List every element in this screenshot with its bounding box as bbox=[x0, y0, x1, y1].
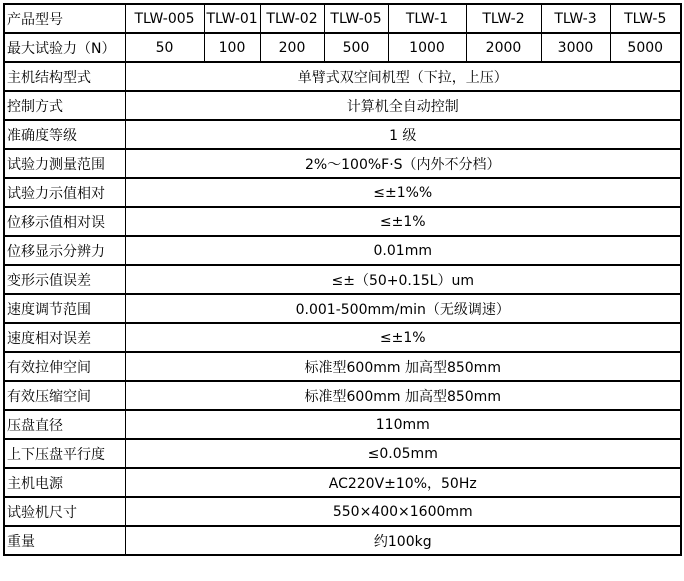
model-cell: TLW-2 bbox=[466, 4, 541, 33]
force-cell: 50 bbox=[125, 33, 204, 62]
model-cell: TLW-5 bbox=[610, 4, 681, 33]
table-row-product-model bbox=[4, 4, 681, 33]
spec-value: 约100kg bbox=[125, 526, 681, 555]
spec-value: 计算机全自动控制 bbox=[125, 91, 681, 120]
spec-value: ≤±（50+0.15L）um bbox=[125, 265, 681, 294]
table-row-deformation-error bbox=[4, 265, 681, 294]
table-row-platen-parallelism bbox=[4, 439, 681, 468]
model-cell: TLW-1 bbox=[388, 4, 466, 33]
force-cell: 3000 bbox=[541, 33, 610, 62]
table-row-max-force bbox=[4, 33, 681, 62]
row-label: 试验力示值相对 bbox=[4, 178, 125, 207]
table-row-control-mode bbox=[4, 91, 681, 120]
table-row-machine-size bbox=[4, 497, 681, 526]
table-row-force-range bbox=[4, 149, 681, 178]
model-cell: TLW-01 bbox=[204, 4, 260, 33]
row-label: 有效拉伸空间 bbox=[4, 352, 125, 381]
table-row-platen-diameter bbox=[4, 410, 681, 439]
spec-value: 单臂式双空间机型（下拉，上压） bbox=[125, 62, 681, 91]
force-cell: 1000 bbox=[388, 33, 466, 62]
spec-value: 标准型600mm 加高型850mm bbox=[125, 381, 681, 410]
table-row-displacement-resolution bbox=[4, 236, 681, 265]
table-row-displacement-accuracy bbox=[4, 207, 681, 236]
spec-value: 标准型600mm 加高型850mm bbox=[125, 352, 681, 381]
table-row-accuracy-class bbox=[4, 120, 681, 149]
row-label: 上下压盘平行度 bbox=[4, 439, 125, 468]
row-label: 准确度等级 bbox=[4, 120, 125, 149]
spec-value: 110mm bbox=[125, 410, 681, 439]
spec-value: 550×400×1600mm bbox=[125, 497, 681, 526]
spec-value: ≤±1% bbox=[125, 323, 681, 352]
force-cell: 100 bbox=[204, 33, 260, 62]
table-row-structure-type bbox=[4, 62, 681, 91]
row-label: 主机结构型式 bbox=[4, 62, 125, 91]
spec-value: ≤±1% bbox=[125, 207, 681, 236]
row-label: 试验机尺寸 bbox=[4, 497, 125, 526]
row-label: 速度调节范围 bbox=[4, 294, 125, 323]
model-cell: TLW-02 bbox=[260, 4, 324, 33]
spec-value: 2%～100%F·S（内外不分档） bbox=[125, 149, 681, 178]
product-spec-table bbox=[3, 3, 682, 556]
spec-value: 0.001-500mm/min（无级调速） bbox=[125, 294, 681, 323]
row-label: 有效压缩空间 bbox=[4, 381, 125, 410]
force-cell: 500 bbox=[324, 33, 388, 62]
model-cell: TLW-3 bbox=[541, 4, 610, 33]
row-label: 产品型号 bbox=[4, 4, 125, 33]
row-label: 试验力测量范围 bbox=[4, 149, 125, 178]
row-label: 重量 bbox=[4, 526, 125, 555]
table-row-speed-range bbox=[4, 294, 681, 323]
table-row-power-supply bbox=[4, 468, 681, 497]
table-row-speed-error bbox=[4, 323, 681, 352]
row-label: 压盘直径 bbox=[4, 410, 125, 439]
spec-value: ≤±1%% bbox=[125, 178, 681, 207]
table-row-tension-space bbox=[4, 352, 681, 381]
force-cell: 2000 bbox=[466, 33, 541, 62]
row-label: 最大试验力（N） bbox=[4, 33, 125, 62]
row-label: 位移显示分辨力 bbox=[4, 236, 125, 265]
force-cell: 200 bbox=[260, 33, 324, 62]
model-cell: TLW-005 bbox=[125, 4, 204, 33]
spec-value: 1 级 bbox=[125, 120, 681, 149]
model-cell: TLW-05 bbox=[324, 4, 388, 33]
table-row-compression-space bbox=[4, 381, 681, 410]
row-label: 主机电源 bbox=[4, 468, 125, 497]
spec-value: AC220V±10%，50Hz bbox=[125, 468, 681, 497]
row-label: 位移示值相对误 bbox=[4, 207, 125, 236]
table-row-force-accuracy bbox=[4, 178, 681, 207]
force-cell: 5000 bbox=[610, 33, 681, 62]
table-row-weight bbox=[4, 526, 681, 555]
spec-value: 0.01mm bbox=[125, 236, 681, 265]
spec-value: ≤0.05mm bbox=[125, 439, 681, 468]
row-label: 速度相对误差 bbox=[4, 323, 125, 352]
row-label: 变形示值误差 bbox=[4, 265, 125, 294]
row-label: 控制方式 bbox=[4, 91, 125, 120]
